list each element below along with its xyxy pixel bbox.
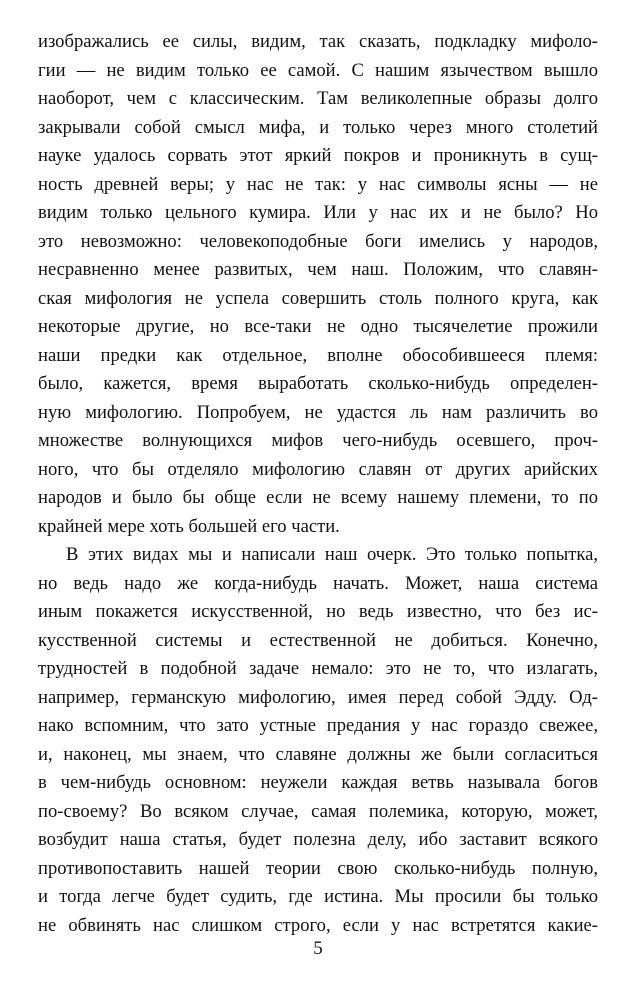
text-line: в чем-нибудь основном: неужели каждая ветвь называла богов: [38, 772, 598, 793]
body-text: [38, 28, 598, 940]
text-line: но ведь надо же когда-нибудь начать. Может, наша система: [38, 572, 598, 594]
text-line: несравненно менее развитых, чем наш. Положим, что славян-: [38, 259, 598, 280]
text-line: ную мифологию. Попробуем, не удастся ль нам различить во: [38, 401, 598, 423]
text-line: нако вспомним, что зато устные предания у нас гораздо свежее,: [38, 715, 598, 736]
text-line: изображались ее силы, видим, так сказать, подкладку мифоло-: [38, 31, 598, 52]
text-line: множестве волнующихся мифов чего-нибудь осевшего, проч-: [38, 430, 598, 451]
text-line: и тогда легче будет судить, где истина. Мы просили бы только: [38, 886, 598, 907]
text-line: В этих видах мы и написали наш очерк. Это только попытка,: [66, 544, 598, 565]
text-line: кусственной системы и естественной не добиться. Конечно,: [38, 629, 598, 651]
text-line: наши предки как отдельное, вполне обособившееся племя:: [38, 344, 598, 366]
text-line: по-своему? Во всяком случае, самая полемика, которую, может,: [38, 800, 598, 822]
text-line: ность древней веры; у нас не так: у нас символы ясны — не: [38, 173, 598, 195]
text-line: некоторые другие, но все-таки не одно тысячелетие прожили: [38, 316, 598, 337]
text-line: ская мифология не успела совершить столь полного круга, как: [38, 287, 598, 309]
text-line: противопоставить нашей теории свою сколько-нибудь полную,: [38, 857, 598, 879]
paragraph-1: [38, 28, 598, 541]
text-line: возбудит наша статья, будет полезна делу, ибо заставит всякого: [38, 829, 598, 850]
text-line: науке удалось сорвать этот яркий покров и проникнуть в сущ-: [38, 145, 598, 166]
text-line: гии — не видим только ее самой. С нашим язычеством вышло: [38, 59, 598, 81]
text-line: видим только цельного кумира. Или у нас их и не было? Но: [38, 202, 598, 223]
text-line: это невозможно: человекоподобные боги имелись у народов,: [38, 230, 598, 252]
text-line: например, германскую мифологию, имея перед собой Эдду. Од-: [38, 686, 598, 708]
text-line: крайней мере хоть большей его части.: [38, 515, 340, 537]
paragraph-2: [38, 541, 598, 940]
text-line: не обвинять нас слишком строго, если у нас встретятся какие-: [38, 914, 598, 936]
page-number: 5: [313, 938, 323, 959]
text-line: иным покажется искусственной, но ведь известно, что без ис-: [38, 601, 598, 622]
text-line: закрывали собой смысл мифа, и только через много столетий: [38, 116, 598, 138]
text-line: было, кажется, время выработать сколько-нибудь определен-: [38, 373, 598, 394]
text-line: наоборот, чем с классическим. Там великолепные образы долго: [38, 88, 598, 109]
text-line: народов и было бы обще если не всему нашему племени, то по: [38, 487, 598, 508]
text-line: трудностей в подобной задаче немало: это не то, что излагать,: [38, 658, 598, 679]
text-line: ного, что бы отделяло мифологию славян от других арийских: [38, 458, 598, 480]
text-line: и, наконец, мы знаем, что славяне должны же были согласиться: [38, 743, 598, 765]
